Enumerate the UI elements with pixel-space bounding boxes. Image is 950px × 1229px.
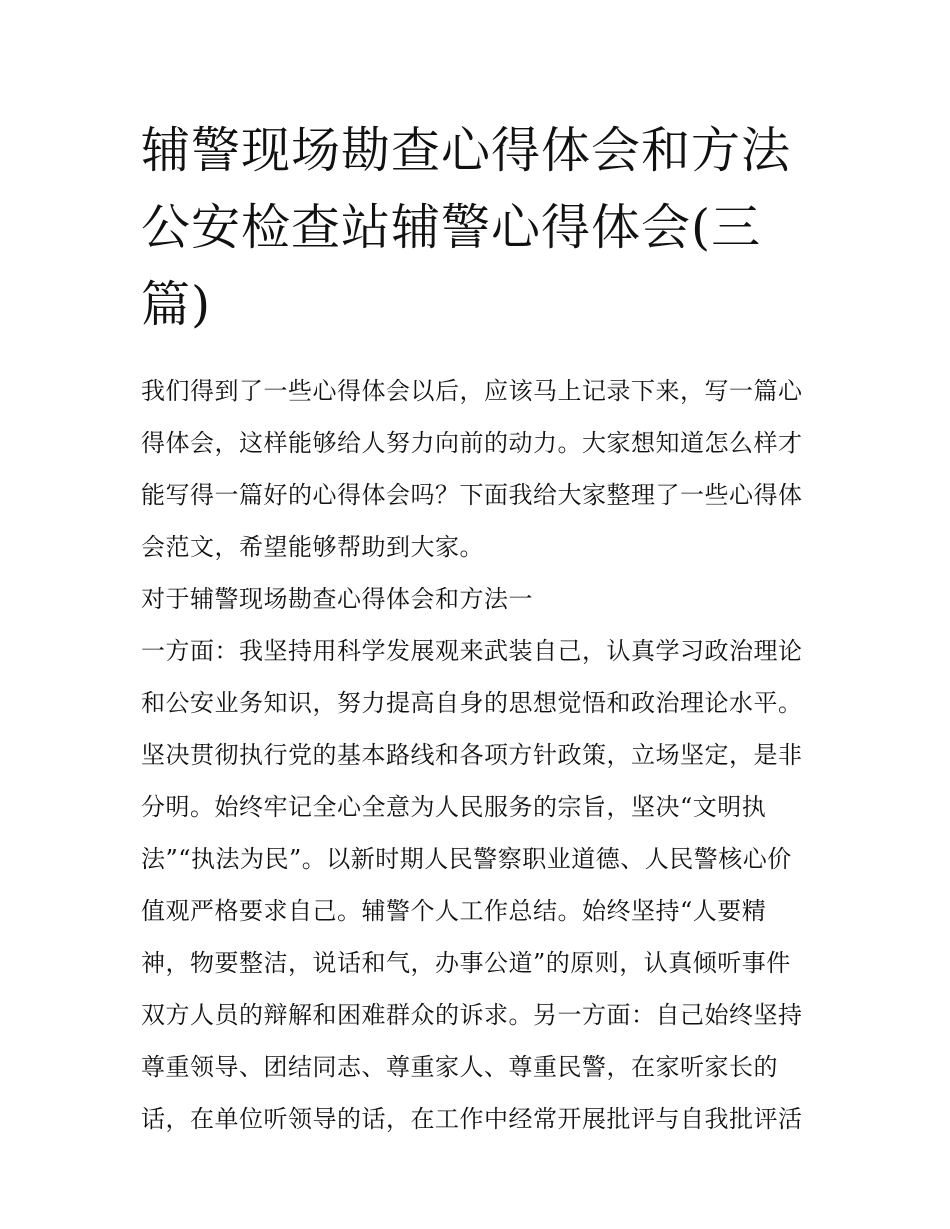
body-paragraph — [141, 625, 816, 1145]
text-line: 对于辅警现场勘查心得体会和方法一 — [141, 585, 533, 613]
document-title — [141, 112, 816, 343]
title-line: 篇) — [141, 276, 212, 333]
document-body — [141, 365, 816, 1145]
text-line: 尊重领导、团结同志、尊重家人、尊重民警，在家听家长的 — [141, 1053, 778, 1081]
text-line: 和公安业务知识，努力提高自身的思想觉悟和政治理论水平。 — [141, 689, 803, 717]
text-line: 双方人员的辩解和困难群众的诉求。另一方面：自己始终坚持 — [141, 1001, 803, 1029]
text-line: 话，在单位听领导的话，在工作中经常开展批评与自我批评活 — [141, 1105, 803, 1133]
text-line: 分明。始终牢记全心全意为人民服务的宗旨，坚决“文明执 — [141, 793, 767, 821]
text-line: 一方面：我坚持用科学发展观来武装自己，认真学习政治理论 — [141, 637, 803, 665]
text-line: 我们得到了一些心得体会以后，应该马上记录下来，写一篇心 — [141, 377, 803, 405]
text-line: 得体会，这样能够给人努力向前的动力。大家想知道怎么样才 — [141, 429, 803, 457]
text-line: 坚决贯彻执行党的基本路线和各项方针政策，立场坚定，是非 — [141, 741, 803, 769]
text-line: 神，物要整洁，说话和气，办事公道”的原则，认真倾听事件 — [141, 949, 791, 977]
text-line: 法”“执法为民”。以新时期人民警察职业道德、人民警核心价 — [141, 845, 792, 873]
title-line: 辅警现场勘查心得体会和方法 — [141, 122, 792, 179]
text-line: 能写得一篇好的心得体会吗？下面我给大家整理了一些心得体 — [141, 481, 803, 509]
text-line: 会范文，希望能够帮助到大家。 — [141, 533, 484, 561]
title-line: 公安检查站辅警心得体会(三 — [141, 199, 762, 256]
intro-paragraph — [141, 365, 816, 573]
document-content — [141, 112, 816, 1145]
text-line: 值观严格要求自己。辅警个人工作总结。始终坚持“人要精 — [141, 897, 767, 925]
section-heading — [141, 573, 816, 625]
